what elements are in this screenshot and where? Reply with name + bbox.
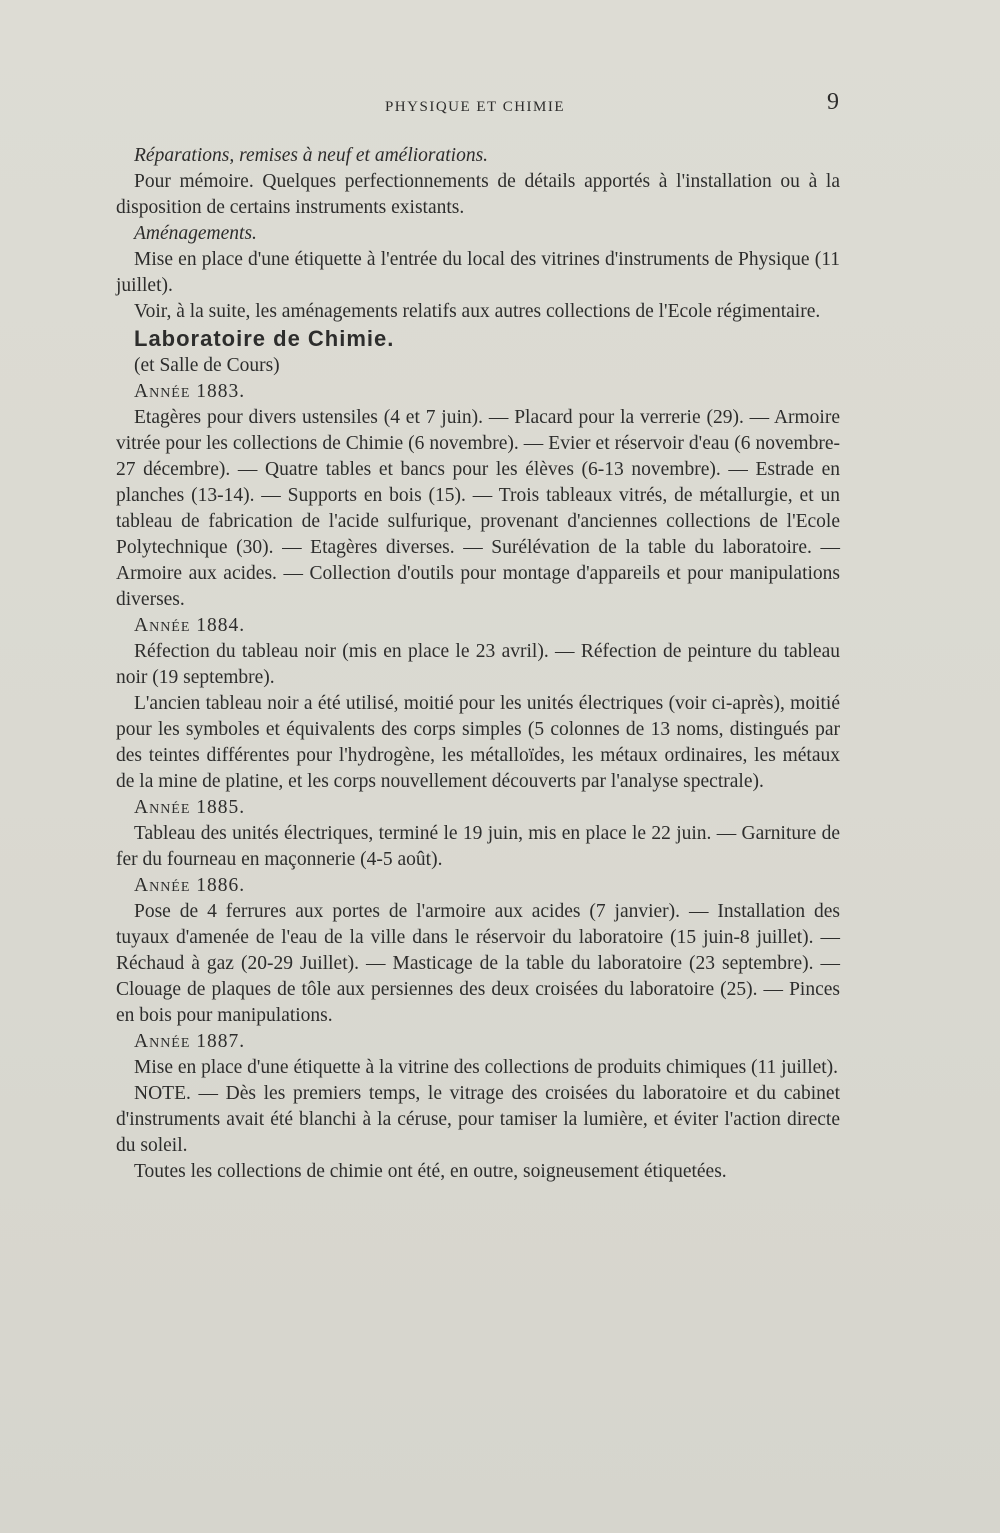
amenagements-paragraph-2: Voir, à la suite, les aménagements relatifs aux autres collections de l'Ecole régimentaire. bbox=[134, 301, 821, 322]
running-title: PHYSIQUE ET CHIMIE bbox=[384, 99, 566, 115]
page-header bbox=[115, 89, 839, 123]
paragraph-1883: Etagères pour divers ustensiles (4 et 7 juin). — Placard pour la verrerie (29). — Armoire vitrée pour les collections de Chimie (6 novembre). — Evier et réservoir d'eau (6 novembre-27 décembre). — Quatre tables et bancs pour les élèves (6-13 novembre). — Estrade en planches (13-14). — Supports en bois (15). — Trois tableaux vitrés, de métallurgie, et un tableau de fabrication de l'acide sulfurique, provenant d'anciennes collections de l'Ecole Polytechnique (30). — Etagères diverses. — Surélévation de la table du laboratoire. — Armoire aux acides. — Collection d'outils pour montage d'appareils et pour manipulations diverses. bbox=[116, 407, 840, 610]
paragraph-1886: Pose de 4 ferrures aux portes de l'armoire aux acides (7 janvier). — Installation des tuyaux d'amenée de l'eau de la ville dans le réservoir du laboratoire (15 juin-8 juillet). — Réchaud à gaz (20-29 Juillet). — Masticage de la table du laboratoire (23 septembre). — Clouage de plaques de tôle aux persiennes des deux croisées du laboratoire (25). — Pinces en bois pour manipulations. bbox=[116, 901, 840, 1026]
year-heading-1884: Année 1884. bbox=[134, 615, 246, 636]
year-heading-1886: Année 1886. bbox=[134, 875, 246, 896]
page-body bbox=[116, 143, 840, 1185]
paragraph-1884-b: L'ancien tableau noir a été utilisé, moitié pour les unités électriques (voir ci-après), moitié pour les symboles et équivalents des corps simples (5 colonnes de 13 noms, distingués par des teintes différentes pour l'hydrogène, les métalloïdes, les métaux ordinaires, les métaux de la mine de platine, et les corps nouvellement découverts par l'analyse spectrale). bbox=[116, 693, 840, 792]
reparations-paragraph: Pour mémoire. Quelques perfectionnements de détails apportés à l'installation ou à la disposition de certains instruments existants. bbox=[116, 171, 840, 218]
year-heading-1887: Année 1887. bbox=[134, 1031, 246, 1052]
amenagements-heading: Aménagements. bbox=[134, 223, 257, 244]
amenagements-paragraph-1: Mise en place d'une étiquette à l'entrée du local des vitrines d'instruments de Physique (11 juillet). bbox=[116, 249, 840, 296]
reparations-heading: Réparations, remises à neuf et améliorations. bbox=[134, 145, 489, 166]
section-subtitle: (et Salle de Cours) bbox=[134, 355, 280, 376]
final-paragraph: Toutes les collections de chimie ont été, en outre, soigneusement étiquetées. bbox=[134, 1161, 727, 1182]
note-paragraph: NOTE. — Dès les premiers temps, le vitrage des croisées du laboratoire et du cabinet d'instruments avait été blanchi à la céruse, pour tamiser la lumière, et éviter l'action directe du soleil. bbox=[116, 1083, 840, 1156]
paragraph-1887: Mise en place d'une étiquette à la vitrine des collections de produits chimiques (11 juillet). bbox=[134, 1057, 839, 1078]
paragraph-1885: Tableau des unités électriques, terminé le 19 juin, mis en place le 22 juin. — Garniture de fer du fourneau en maçonnerie (4-5 août). bbox=[116, 823, 840, 870]
section-title-laboratoire: Laboratoire de Chimie. bbox=[134, 326, 395, 351]
paragraph-1884-a: Réfection du tableau noir (mis en place le 23 avril). — Réfection de peinture du tableau noir (19 septembre). bbox=[116, 641, 840, 688]
year-heading-1885: Année 1885. bbox=[134, 797, 246, 818]
year-heading-1883: Année 1883. bbox=[134, 381, 246, 402]
page-number: 9 bbox=[827, 89, 839, 115]
